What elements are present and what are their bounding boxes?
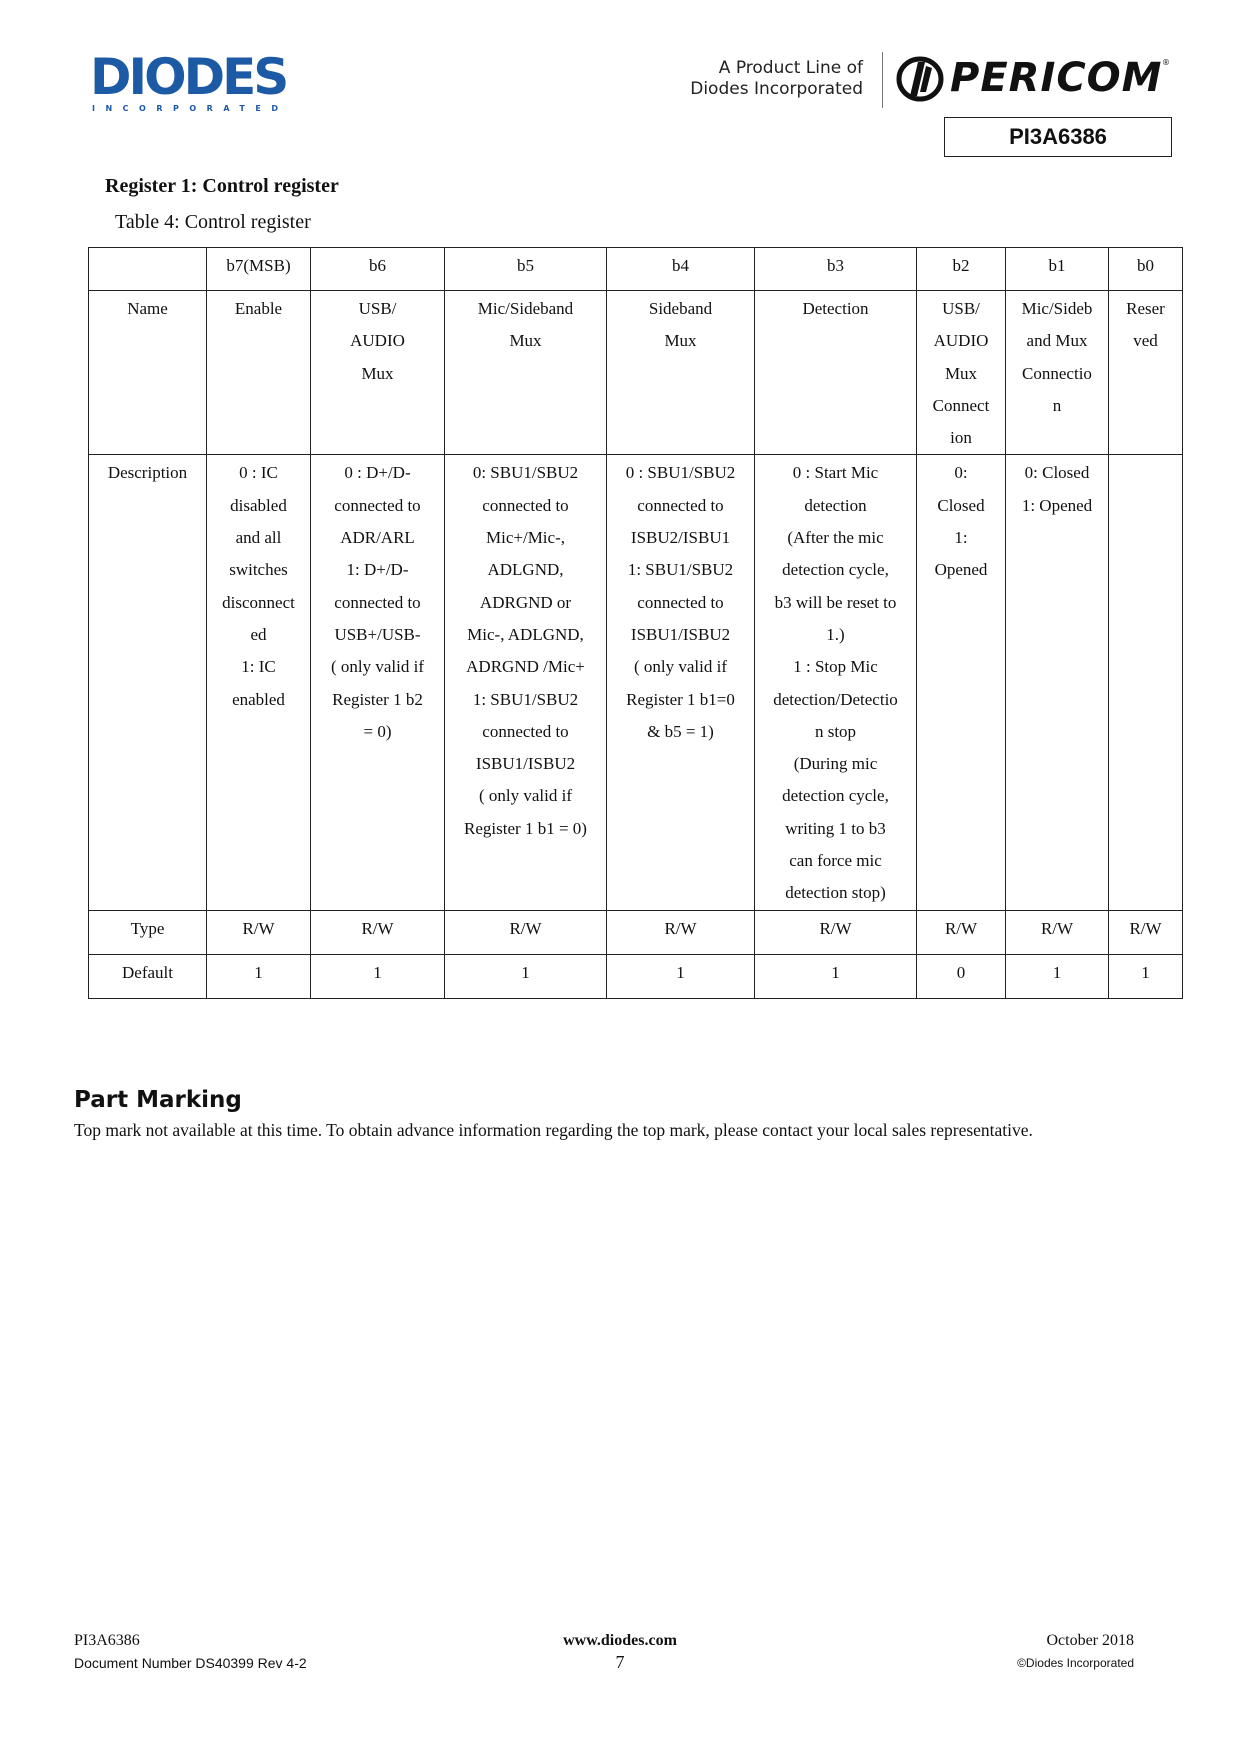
pericom-logo-word: PERICOM	[950, 55, 1163, 101]
footer-copyright: ©Diodes Incorporated	[1017, 1656, 1134, 1670]
header-cell: b7(MSB)	[207, 248, 311, 291]
table-cell: R/W	[917, 910, 1006, 954]
register-title: Register 1: Control register	[105, 175, 339, 197]
product-line-2: Diodes Incorporated	[690, 79, 863, 99]
table-cell: 1	[607, 954, 755, 998]
table-row	[89, 291, 1183, 455]
table-cell: Mic/Sideb and Mux Connectio n	[1006, 291, 1109, 455]
row-label: Description	[89, 455, 207, 910]
table-cell: R/W	[445, 910, 607, 954]
table-row	[89, 954, 1183, 998]
table-cell: Enable	[207, 291, 311, 455]
table-cell: 0 : Start Mic detection (After the mic detection cycle, b3 will be reset to 1.) 1 : Stop Mic detection/Detectio n stop (During mic detection cycle, writing 1 to b3 can force mic detection stop)	[755, 455, 917, 910]
table-cell: 1	[445, 954, 607, 998]
table-cell: 0	[917, 954, 1006, 998]
table-caption: Table 4: Control register	[115, 211, 311, 233]
product-line-text	[690, 58, 863, 100]
table-header-row	[89, 248, 1183, 291]
control-register-table	[88, 247, 1183, 999]
table-cell	[1109, 455, 1183, 910]
footer-part-number: PI3A6386	[74, 1632, 140, 1649]
diodes-logo-word: DIODES	[90, 48, 287, 106]
table-row	[89, 910, 1183, 954]
table-cell: Detection	[755, 291, 917, 455]
table-cell: 0: Closed 1: Opened	[1006, 455, 1109, 910]
header-divider	[882, 52, 883, 108]
table-cell: R/W	[1006, 910, 1109, 954]
table-cell: Sideband Mux	[607, 291, 755, 455]
diodes-logo-sub: INCORPORATED	[92, 104, 289, 113]
table-cell: Reser ved	[1109, 291, 1183, 455]
header-cell: b2	[917, 248, 1006, 291]
header-cell: b1	[1006, 248, 1109, 291]
part-marking-title: Part Marking	[74, 1087, 242, 1113]
footer-page-number: 7	[615, 1652, 625, 1672]
table-cell: USB/ AUDIO Mux	[311, 291, 445, 455]
table-cell: 1	[311, 954, 445, 998]
row-label: Name	[89, 291, 207, 455]
table-cell: Mic/Sideband Mux	[445, 291, 607, 455]
header-cell: b0	[1109, 248, 1183, 291]
header-cell: b6	[311, 248, 445, 291]
table-cell: R/W	[311, 910, 445, 954]
product-line-1: A Product Line of	[718, 58, 863, 78]
table-cell: 1	[207, 954, 311, 998]
table-cell: 0: Closed 1: Opened	[917, 455, 1006, 910]
table-cell: 0 : IC disabled and all switches disconnect ed 1: IC enabled	[207, 455, 311, 910]
table-cell: USB/ AUDIO Mux Connect ion	[917, 291, 1006, 455]
row-label: Type	[89, 910, 207, 954]
header-cell: b3	[755, 248, 917, 291]
diodes-logo	[90, 48, 335, 116]
header-cell: b4	[607, 248, 755, 291]
header-cell: b5	[445, 248, 607, 291]
table-cell: R/W	[755, 910, 917, 954]
table-cell: 0: SBU1/SBU2 connected to Mic+/Mic-, ADLGND, ADRGND or Mic-, ADLGND, ADRGND /Mic+ 1: SBU1/SBU2 connected to ISBU1/ISBU2 ( only valid if Register 1 b1 = 0)	[445, 455, 607, 910]
table-cell: 1	[1109, 954, 1183, 998]
table-cell: R/W	[607, 910, 755, 954]
table-cell: 1	[755, 954, 917, 998]
registered-icon: ®	[1162, 58, 1170, 67]
footer-website-link[interactable]: www.diodes.com	[563, 1632, 677, 1649]
table-cell: R/W	[1109, 910, 1183, 954]
header-cell	[89, 248, 207, 291]
table-cell: 1	[1006, 954, 1109, 998]
row-label: Default	[89, 954, 207, 998]
pericom-logo	[896, 54, 1176, 104]
pericom-mark-icon	[896, 56, 944, 102]
footer-date: October 2018	[1046, 1632, 1134, 1649]
part-number-box: PI3A6386	[944, 117, 1172, 157]
table-cell: R/W	[207, 910, 311, 954]
footer-doc-number: Document Number DS40399 Rev 4-2	[74, 1655, 307, 1671]
table-cell: 0 : SBU1/SBU2 connected to ISBU2/ISBU1 1: SBU1/SBU2 connected to ISBU1/ISBU2 ( only valid if Register 1 b1=0 & b5 = 1)	[607, 455, 755, 910]
part-marking-text: Top mark not available at this time. To obtain advance information regarding the top mark, please contact your local sales representative.	[74, 1120, 1033, 1140]
table-cell: 0 : D+/D- connected to ADR/ARL 1: D+/D- connected to USB+/USB- ( only valid if Register 1 b2 = 0)	[311, 455, 445, 910]
table-row	[89, 455, 1183, 910]
